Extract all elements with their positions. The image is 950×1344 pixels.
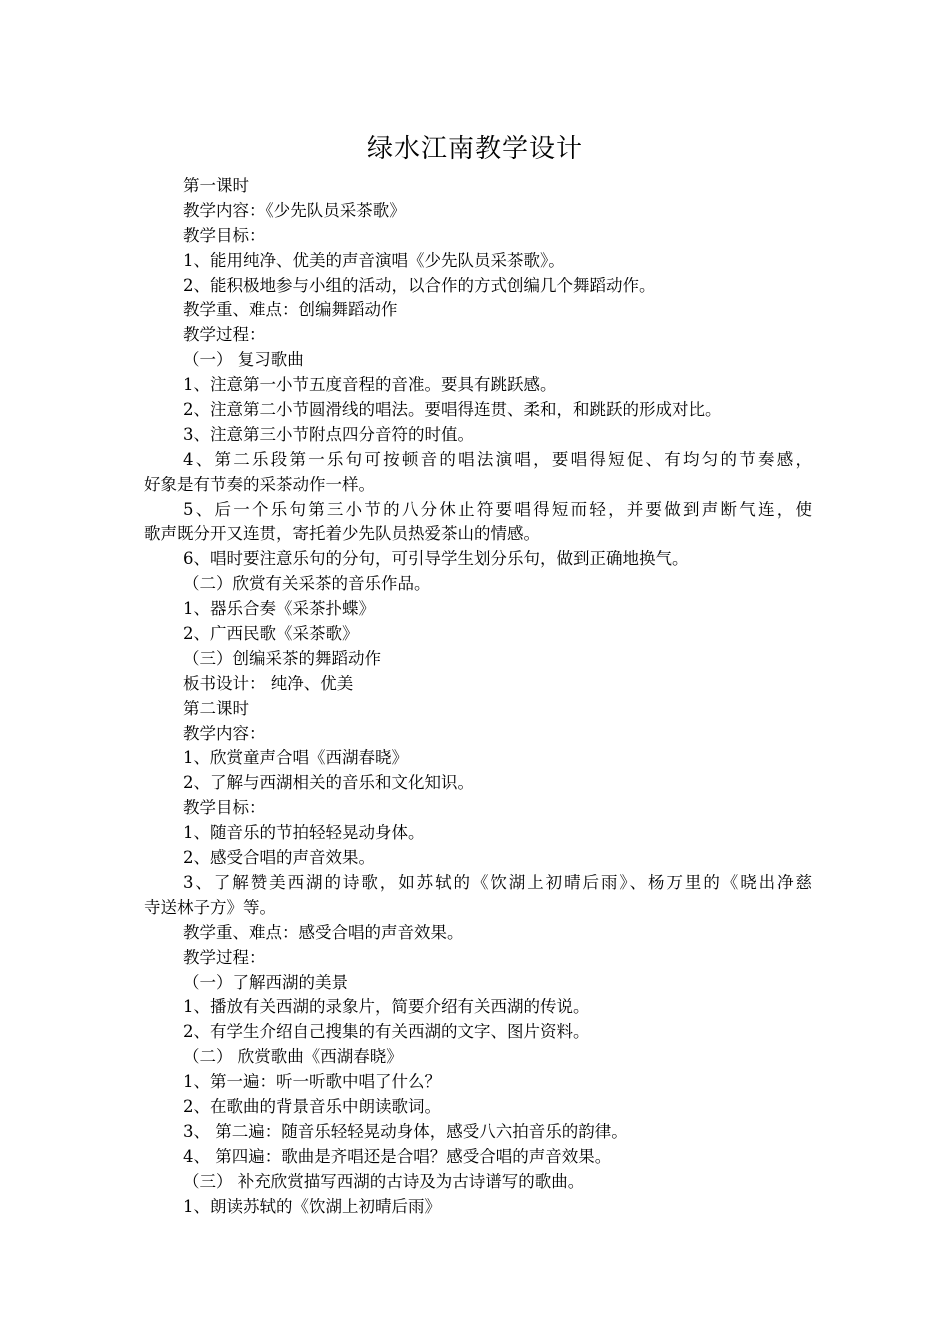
text-line: 1、第一遍：听一听歌中唱了什么？: [183, 1072, 441, 1092]
text-line: 歌声既分开又连贯，寄托着少先队员热爱茶山的情感。: [144, 524, 540, 544]
text-line: （二）欣赏有关采茶的音乐作品。: [183, 574, 431, 594]
text-line: 教学过程：: [183, 947, 266, 967]
text-line: 3、 第二遍：随音乐轻轻晃动身体，感受八六拍音乐的韵律。: [183, 1121, 628, 1141]
text-line: 第二课时: [183, 698, 249, 718]
text-line: （三） 补充欣赏描写西湖的古诗及为古诗谱写的歌曲。: [183, 1171, 585, 1191]
text-line: 2、注意第二小节圆滑线的唱法。要唱得连贯、柔和，和跳跃的形成对比。: [183, 400, 722, 420]
text-line: 板书设计： 纯净、优美: [183, 673, 354, 693]
text-line: 教学重、难点：感受合唱的声音效果。: [183, 922, 464, 942]
text-line: 4、 第四遍：歌曲是齐唱还是合唱？感受合唱的声音效果。: [183, 1146, 612, 1166]
text-line: 1、器乐合奏《采茶扑蝶》: [183, 599, 375, 619]
text-line: 好象是有节奏的采茶动作一样。: [144, 474, 375, 494]
text-line: 1、欣赏童声合唱《西湖春晓》: [183, 748, 408, 768]
text-line: 1、播放有关西湖的录象片，简要介绍有关西湖的传说。: [183, 997, 590, 1017]
text-line: （一） 复习歌曲: [183, 350, 304, 370]
text-line: （三）创编采茶的舞蹈动作: [183, 648, 381, 668]
text-line: 2、感受合唱的声音效果。: [183, 848, 375, 868]
document-body: [144, 174, 812, 1219]
text-line: 教学过程：: [183, 325, 266, 345]
text-line: 2、了解与西湖相关的音乐和文化知识。: [183, 773, 474, 793]
text-line: 6、唱时要注意乐句的分句，可引导学生划分乐句，做到正确地换气。: [183, 549, 689, 569]
text-line: 3、注意第三小节附点四分音符的时值。: [183, 424, 474, 444]
text-line: 1、注意第一小节五度音程的音准。要具有跳跃感。: [183, 375, 557, 395]
text-line: 教学目标：: [183, 225, 266, 245]
text-line: 2、在歌曲的背景音乐中朗读歌词。: [183, 1096, 441, 1116]
text-line: 教学目标：: [183, 798, 266, 818]
text-line: 3、了解赞美西湖的诗歌，如苏轼的《饮湖上初晴后雨》、杨万里的《晓出净慈: [183, 872, 812, 892]
document-title: 绿水江南教学设计: [366, 134, 583, 164]
text-line: 5、后一个乐句第三小节的八分休止符要唱得短而轻，并要做到声断气连，使: [183, 499, 812, 519]
text-line: （一）了解西湖的美景: [183, 972, 348, 992]
text-line: 教学重、难点：创编舞蹈动作: [183, 300, 398, 320]
text-line: 1、能用纯净、优美的声音演唱《少先队员采茶歌》。: [183, 250, 565, 270]
text-line: 1、朗读苏轼的《饮湖上初晴后雨》: [183, 1196, 441, 1216]
text-line: 教学内容：《少先队员采茶歌》: [183, 200, 406, 220]
text-line: 教学内容：: [183, 723, 266, 743]
text-line: 4、第二乐段第一乐句可按顿音的唱法演唱，要唱得短促、有均匀的节奏感，: [183, 449, 812, 469]
text-line: 第一课时: [183, 176, 249, 195]
text-line: 1、随音乐的节拍轻轻晃动身体。: [183, 823, 425, 843]
text-line: 2、广西民歌《采茶歌》: [183, 624, 359, 644]
text-line: 2、有学生介绍自己搜集的有关西湖的文字、图片资料。: [183, 1022, 590, 1042]
text-line: （二） 欣赏歌曲《西湖春晓》: [183, 1047, 403, 1067]
text-line: 2、能积极地参与小组的活动，以合作的方式创编几个舞蹈动作。: [183, 275, 656, 295]
text-line: 寺送林子方》等。: [144, 897, 276, 917]
